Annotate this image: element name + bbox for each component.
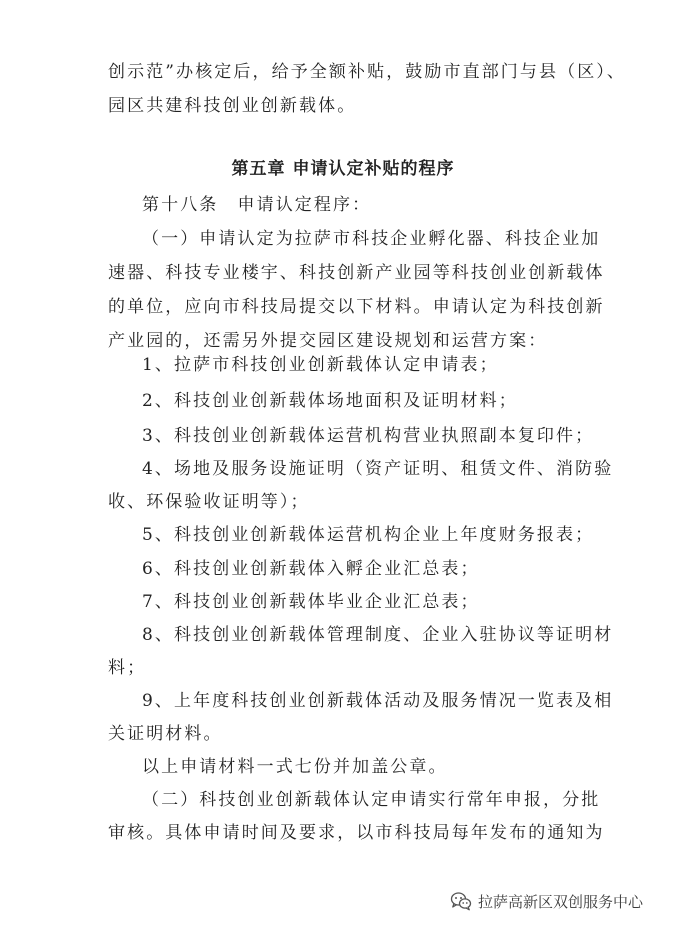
article-heading: 第十八条 申请认定程序： (142, 195, 372, 215)
list-item: 3、科技创业创新载体运营机构营业执照副本复印件； (142, 426, 595, 446)
list-item: 1、拉萨市科技创业创新载体认定申请表； (142, 355, 499, 375)
text-line: 的单位，应向市科技局提交以下材料。申请认定为科技创新 (108, 297, 605, 317)
copies-note: 以上申请材料一式七份并加盖公章。 (142, 757, 448, 777)
text-line: 速器、科技专业楼宇、科技创新产业园等科技创业创新载体 (108, 263, 605, 283)
list-item: 9、上年度科技创业创新载体活动及服务情况一览表及相 (142, 691, 614, 711)
chapter-title: 第五章 申请认定补贴的程序 (231, 159, 455, 179)
list-item: 5、科技创业创新载体运营机构企业上年度财务报表； (142, 525, 595, 545)
watermark-text: 拉萨高新区双创服务中心 (478, 892, 644, 911)
list-item: 6、科技创业创新载体入孵企业汇总表； (142, 559, 480, 579)
text-line: 创示范”办核定后，给予全额补贴，鼓励市直部门与县（区）、 (108, 62, 626, 82)
list-item: 2、科技创业创新载体场地面积及证明材料； (142, 391, 518, 411)
text-line: 审核。具体申请时间及要求，以市科技局每年发布的通知为 (108, 823, 605, 843)
wechat-icon (450, 891, 472, 911)
list-item: 8、科技创业创新载体管理制度、企业入驻协议等证明材 (142, 625, 614, 645)
text-line: （二）科技创业创新载体认定申请实行常年申报，分批 (142, 790, 601, 810)
list-item: 关证明材料。 (108, 724, 223, 744)
text-line: 园区共建科技创业创新载体。 (108, 96, 357, 116)
list-item: 收、环保验收证明等）； (108, 492, 310, 512)
list-item: 4、场地及服务设施证明（资产证明、租赁文件、消防验 (142, 459, 614, 479)
text-line: （一）申请认定为拉萨市科技企业孵化器、科技企业加 (142, 229, 601, 249)
list-item: 7、科技创业创新载体毕业企业汇总表； (142, 592, 480, 612)
text-line: 产业园的，还需另外提交园区建设规划和运营方案： (108, 331, 548, 351)
watermark (450, 890, 643, 912)
list-item: 料； (108, 658, 147, 678)
